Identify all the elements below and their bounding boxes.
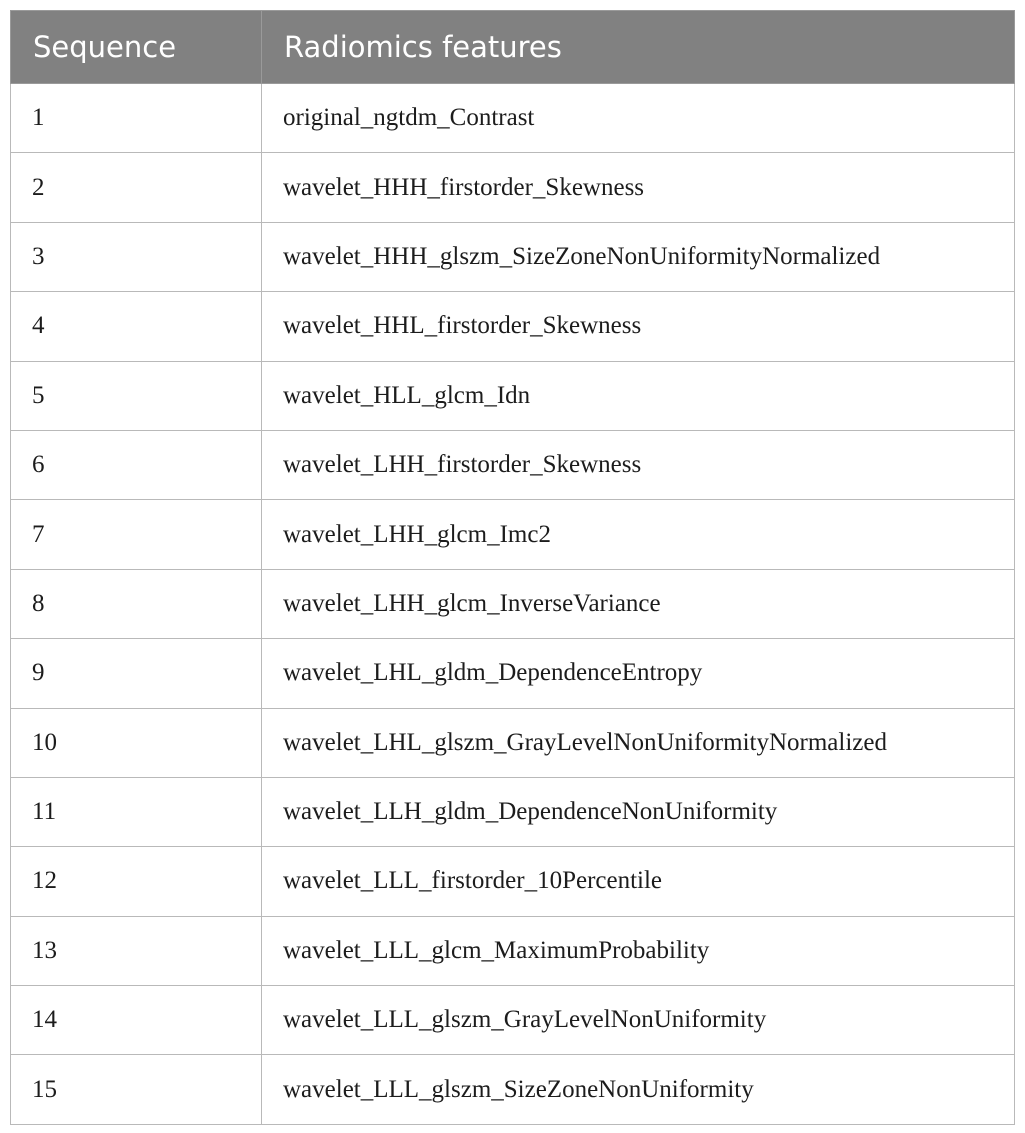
sequence-cell: 5 [11,361,262,430]
feature-cell: original_ngtdm_Contrast [262,84,1015,153]
table-header [11,11,1015,84]
table-row [11,361,1015,430]
feature-cell: wavelet_LLL_glszm_GrayLevelNonUniformity [262,986,1015,1055]
feature-cell: wavelet_LHH_glcm_Imc2 [262,500,1015,569]
feature-cell: wavelet_HHH_firstorder_Skewness [262,153,1015,222]
sequence-cell: 10 [11,708,262,777]
column-header-radiomics-features: Radiomics features [262,11,1015,84]
sequence-cell: 9 [11,639,262,708]
table-row [11,430,1015,499]
sequence-cell: 13 [11,916,262,985]
table-row [11,1055,1015,1124]
sequence-cell: 7 [11,500,262,569]
table-row [11,84,1015,153]
table-body [11,84,1015,1125]
feature-cell: wavelet_LLL_glszm_SizeZoneNonUniformity [262,1055,1015,1124]
header-row [11,11,1015,84]
table-row [11,222,1015,291]
sequence-cell: 6 [11,430,262,499]
radiomics-table-container [10,10,1014,1125]
radiomics-features-table [10,10,1015,1125]
table-row [11,777,1015,846]
table-row [11,639,1015,708]
sequence-cell: 15 [11,1055,262,1124]
feature-cell: wavelet_LHL_glszm_GrayLevelNonUniformityNormalized [262,708,1015,777]
feature-cell: wavelet_LHH_glcm_InverseVariance [262,569,1015,638]
table-row [11,153,1015,222]
table-row [11,916,1015,985]
sequence-cell: 12 [11,847,262,916]
table-row [11,847,1015,916]
sequence-cell: 2 [11,153,262,222]
feature-cell: wavelet_HLL_glcm_Idn [262,361,1015,430]
table-row [11,292,1015,361]
table-row [11,500,1015,569]
feature-cell: wavelet_HHH_glszm_SizeZoneNonUniformityNormalized [262,222,1015,291]
table-row [11,986,1015,1055]
sequence-cell: 14 [11,986,262,1055]
feature-cell: wavelet_LLL_glcm_MaximumProbability [262,916,1015,985]
sequence-cell: 1 [11,84,262,153]
table-row [11,708,1015,777]
feature-cell: wavelet_LHH_firstorder_Skewness [262,430,1015,499]
feature-cell: wavelet_HHL_firstorder_Skewness [262,292,1015,361]
feature-cell: wavelet_LLL_firstorder_10Percentile [262,847,1015,916]
column-header-sequence: Sequence [11,11,262,84]
sequence-cell: 3 [11,222,262,291]
sequence-cell: 8 [11,569,262,638]
sequence-cell: 11 [11,777,262,846]
feature-cell: wavelet_LHL_gldm_DependenceEntropy [262,639,1015,708]
sequence-cell: 4 [11,292,262,361]
feature-cell: wavelet_LLH_gldm_DependenceNonUniformity [262,777,1015,846]
table-row [11,569,1015,638]
